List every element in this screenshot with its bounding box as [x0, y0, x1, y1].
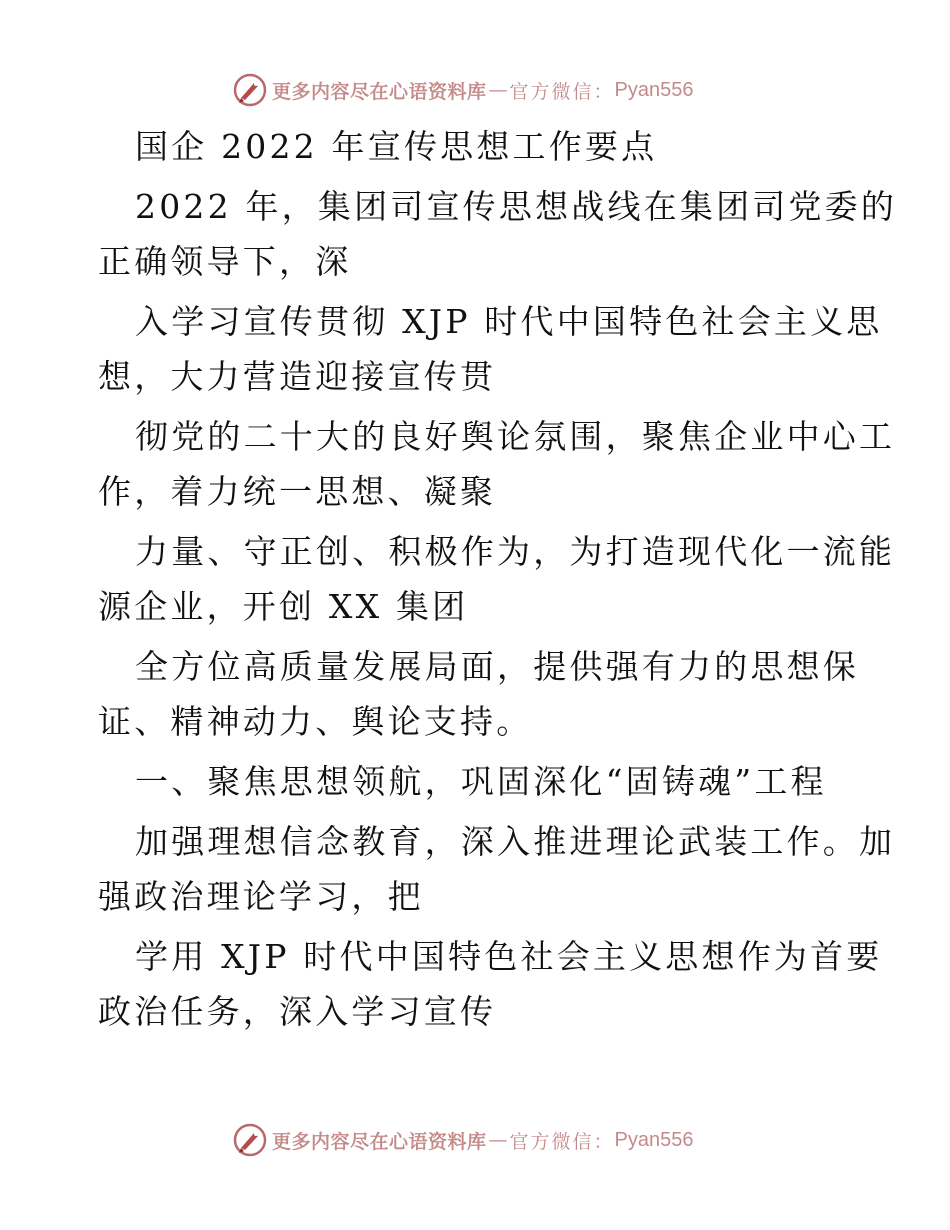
text-line: 2022 年，集团司宣传思想战线在集团司党委的: [135, 187, 898, 226]
banner-slogan: 更多内容尽在心语资料库: [272, 80, 487, 103]
pen-logo-icon: [232, 72, 268, 108]
document-title: 国企 2022 年宣传思想工作要点: [135, 127, 658, 166]
text-line: 源企业，开创 XX 集团: [98, 587, 469, 626]
header-banner: [232, 70, 694, 110]
text-line: 政治任务，深入学习宣传: [98, 992, 497, 1031]
text-line: 全方位高质量发展局面，提供强有力的思想保: [135, 647, 859, 686]
pen-logo-icon: [232, 1122, 268, 1158]
banner-separator: —: [488, 1129, 508, 1151]
text-line: 作，着力统一思想、凝聚: [98, 472, 497, 511]
text-line: 力量、守正创、积极作为，为打造现代化一流能: [135, 532, 896, 571]
banner-wechat-id: Pyan556: [614, 1128, 694, 1151]
text-line: 强政治理论学习，把: [98, 877, 424, 916]
footer-banner: [232, 1120, 694, 1160]
text-line: 入学习宣传贯彻 XJP 时代中国特色社会主义思: [135, 302, 883, 341]
text-line: 彻党的二十大的良好舆论氛围，聚焦企业中心工: [135, 417, 896, 456]
banner-separator: —: [488, 79, 508, 101]
text-line: 加强理想信念教育，深入推进理论武装工作。加: [135, 822, 896, 861]
banner-slogan: 更多内容尽在心语资料库: [272, 1130, 487, 1153]
banner-wechat-label: 官方微信：: [509, 1130, 615, 1153]
text-line: 正确领导下，深: [98, 242, 352, 281]
banner-wechat-label: 官方微信：: [509, 80, 615, 103]
text-line: 学用 XJP 时代中国特色社会主义思想作为首要: [135, 937, 883, 976]
text-line: 想，大力营造迎接宣传贯: [98, 357, 497, 396]
banner-wechat-id: Pyan556: [614, 78, 694, 101]
section-heading: 一、聚焦思想领航，巩固深化“固铸魂”工程: [135, 762, 827, 801]
text-line: 证、精神动力、舆论支持。: [98, 702, 533, 741]
